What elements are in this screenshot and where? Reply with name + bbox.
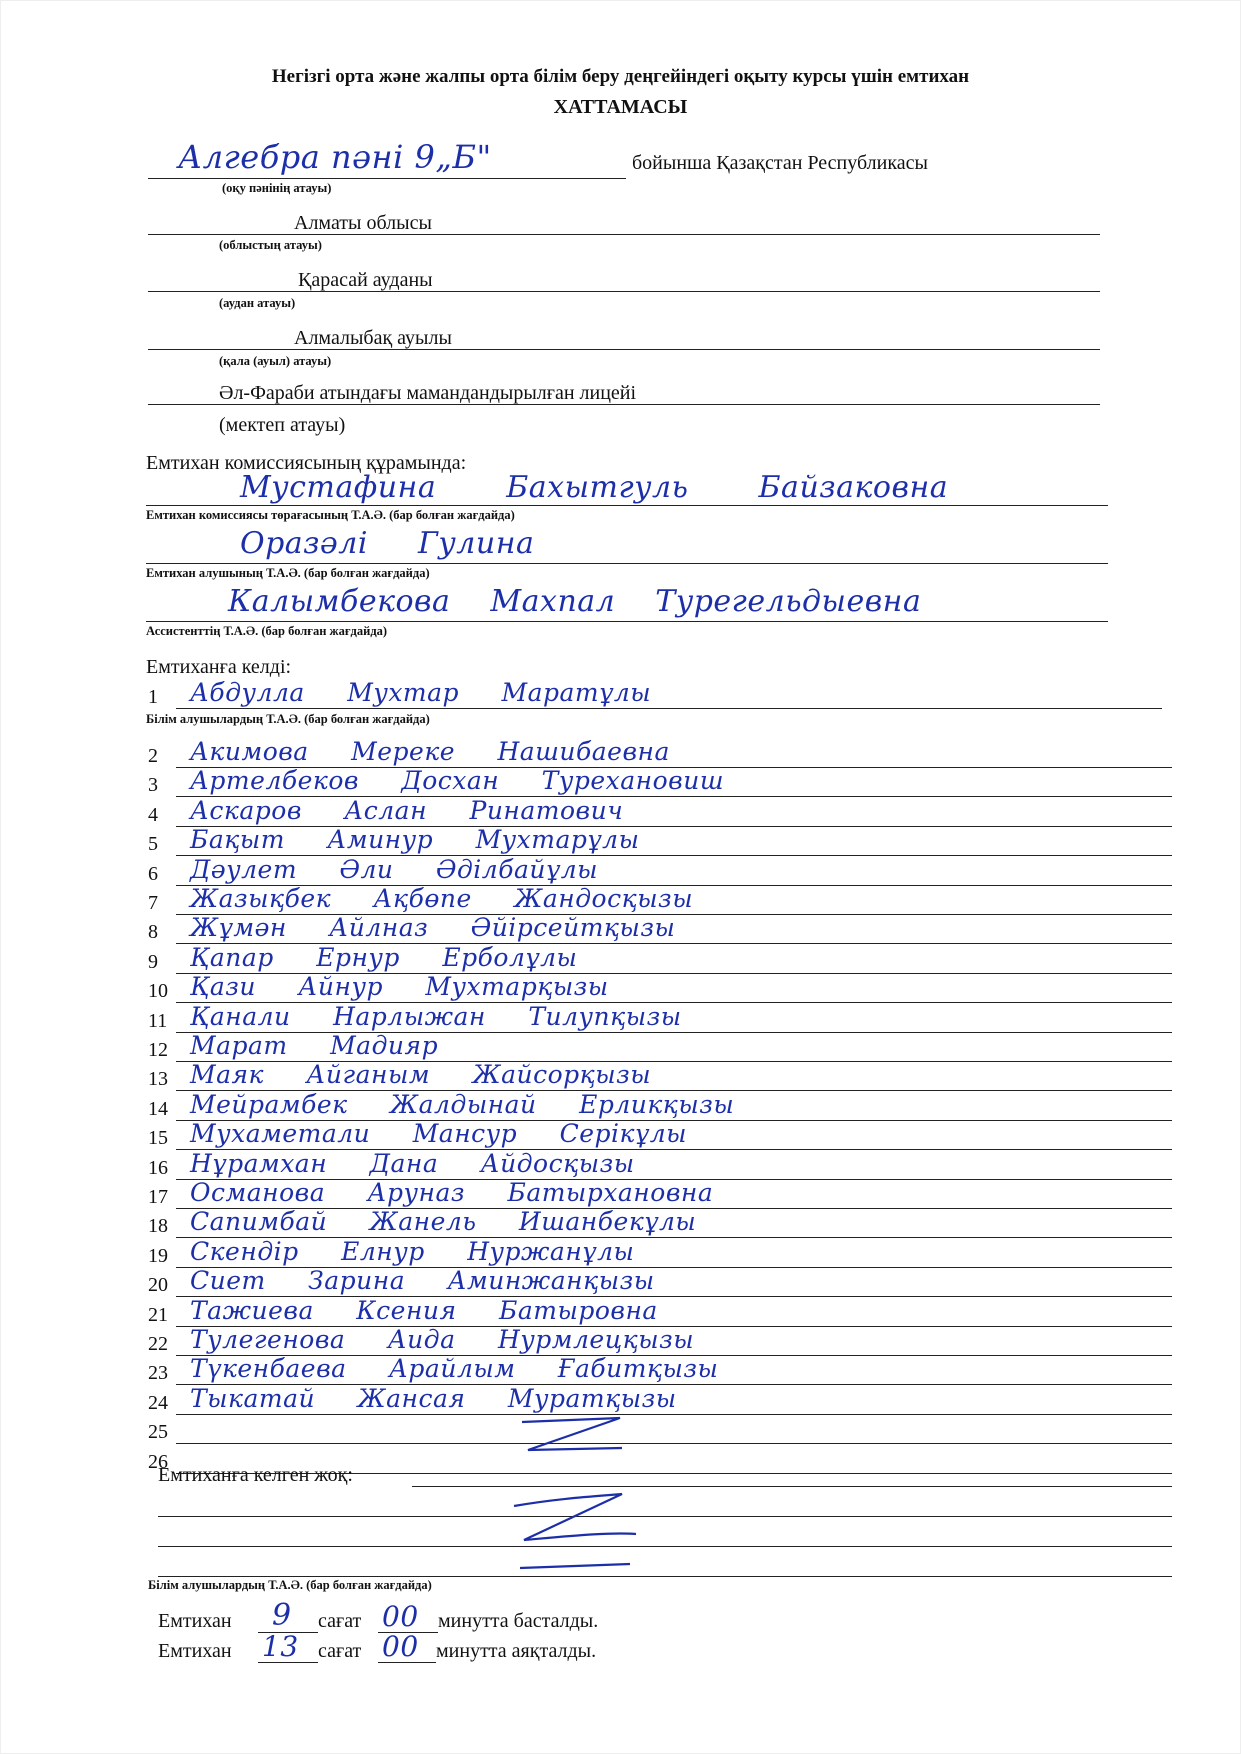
student-row [0,1001,1241,1040]
commission-heading: Емтихан комиссиясының құрамында: [146,452,467,474]
student-number: 23 [148,1362,168,1385]
school-value: Әл-Фараби атындағы мамандандырылған лицейі [219,382,637,404]
student-name: Аскаров Аслан Ринатович [190,795,624,825]
empty-rows-strike-mark [510,1410,640,1460]
student-name: Тулегенова Аида Нурмлецқызы [190,1325,695,1354]
absent-strike-mark [500,1488,650,1578]
start-minute: 00 [382,1600,419,1633]
student-name: Тыкатай Жансая Муратқызы [190,1383,677,1413]
student-number: 1 [148,686,158,708]
district-value: Қарасай ауданы [298,269,433,291]
end-hour-unit: сағат [318,1640,362,1662]
student-name: Османова Аруназ Батырхановна [190,1178,714,1207]
absent-line-3 [158,1546,1172,1547]
attended-caption: Білім алушылардың Т.А.Ә. (бар болған жағдайда) [146,712,430,726]
student-number: 3 [148,774,158,797]
student-number: 13 [148,1068,168,1091]
chair-line [146,505,1108,506]
examiner-caption: Емтихан алушының Т.А.Ә. (бар болған жағдайда) [146,566,430,580]
absent-line-2 [158,1516,1172,1517]
student-number: 10 [148,980,168,1003]
district-line [148,291,1100,292]
student-name: Жұмән Айлназ Әйірсейтқызы [190,913,676,943]
student-number: 18 [148,1215,168,1238]
end-suffix: минутта аяқталды. [436,1640,597,1662]
city-value: Алмалыбақ ауылы [294,327,452,349]
student-number: 25 [148,1421,168,1444]
student-number: 2 [148,745,158,767]
student-row [0,942,1241,981]
absent-line-1 [412,1486,1172,1487]
student-number: 16 [148,1156,168,1179]
region-line [148,234,1100,235]
subject-suffix: бойынша Қазақстан Республикасы [632,152,928,174]
student-row-line [176,1443,1172,1444]
document-title-line-1: Негізгі орта және жалпы орта білім беру деңгейіндегі оқыту курсы үшін емтихан [271,66,970,87]
end-hour: 13 [262,1630,299,1663]
student-number: 7 [148,892,158,914]
student-name: Түкенбаева Арайлым Ғабитқызы [190,1354,719,1384]
student-name: Абдулла Мухтар Маратұлы [190,678,652,707]
school-caption: (мектеп атауы) [219,414,346,436]
student-number: 12 [148,1039,168,1061]
document-title-line-2: ХАТТАМАСЫ [553,96,688,118]
student-number: 21 [148,1303,168,1326]
start-hour-unit: сағат [318,1610,362,1632]
region-value: Алматы облысы [294,212,432,234]
student-name: Марат Мадияр [190,1031,439,1060]
student-number: 19 [148,1244,168,1267]
region-caption: (облыстың атауы) [219,238,322,252]
student-number: 11 [148,1009,168,1032]
chair-name: Мустафина Бахытгуль Байзаковна [240,470,949,505]
student-number: 20 [148,1274,168,1297]
student-number: 14 [148,1097,168,1120]
student-name: Дәулет Әли Әділбайұлы [190,854,599,884]
absent-line-4 [158,1576,1172,1577]
student-number: 9 [148,950,158,973]
start-hour: 9 [272,1598,292,1633]
student-name: Нұрамхан Дана Айдосқызы [190,1148,635,1178]
end-prefix: Емтихан [158,1640,232,1662]
student-name: Маяк Айганым Жайсорқызы [190,1060,652,1090]
student-row [0,825,1241,863]
student-name: Қапар Ернур Ерболұлы [190,942,578,972]
student-name: Бақыт Аминур Мухтарұлы [190,825,640,855]
student-name: Мейрамбек Жалдынай Ерликқызы [190,1089,735,1119]
subject-line [148,178,626,179]
student-number: 15 [148,1127,168,1150]
assistant-line [146,621,1108,622]
examiner-line [146,563,1108,564]
student-number: 4 [148,803,158,826]
subject-handwritten: Алгебра пәні 9„Б" [178,138,492,176]
subject-caption: (оқу пәнінің атауы) [222,181,332,195]
student-name: Қанали Нарлыжан Тилупқызы [190,1001,682,1031]
student-row [0,913,1241,951]
attended-heading: Емтиханға келді: [146,656,292,678]
student-row-line [176,1414,1172,1415]
student-name: Скендір Елнур Нуржанұлы [190,1236,635,1266]
student-number: 22 [148,1333,168,1355]
absent-heading: Емтиханға келген жоқ: [158,1464,353,1486]
student-name: Мухаметали Мансур Серікұлы [190,1119,688,1149]
student-row-line [176,708,1162,709]
city-line [148,349,1100,350]
student-number: 17 [148,1186,168,1208]
chair-caption: Емтихан комиссиясы төрағасының Т.А.Ә. (бар болған жағдайда) [146,508,515,522]
student-number: 5 [148,833,158,856]
assistant-name: Калымбекова Махпал Турегельдыевна [228,584,922,619]
assistant-caption: Ассистенттің Т.А.Ә. (бар болған жағдайда) [146,624,388,638]
start-suffix: минутта басталды. [438,1610,599,1632]
city-caption: (қала (ауыл) атауы) [219,354,332,368]
student-name: Акимова Мереке Нашибаевна [190,737,670,766]
end-minute: 00 [382,1630,419,1663]
start-prefix: Емтихан [158,1610,232,1632]
student-number: 24 [148,1391,168,1414]
district-caption: (аудан атауы) [219,296,296,310]
student-number: 8 [148,921,158,944]
student-name: Артелбеков Досхан Турехановиш [190,766,725,796]
absent-caption: Білім алушылардың Т.А.Ә. (бар болған жағдайда) [148,1578,432,1592]
examiner-name: Оразәлі Гулина [240,526,535,561]
student-name: Қази Айнур Мухтарқызы [190,972,609,1002]
student-name: Сиет Зарина Аминжанқызы [190,1266,655,1296]
student-number: 6 [148,862,158,885]
student-number: 26 [148,1450,168,1473]
student-name: Сапимбай Жанель Ишанбекұлы [190,1207,697,1237]
student-name: Тажиева Ксения Батыровна [190,1295,658,1325]
student-name: Жазықбек Ақбөпе Жандосқызы [190,884,694,913]
